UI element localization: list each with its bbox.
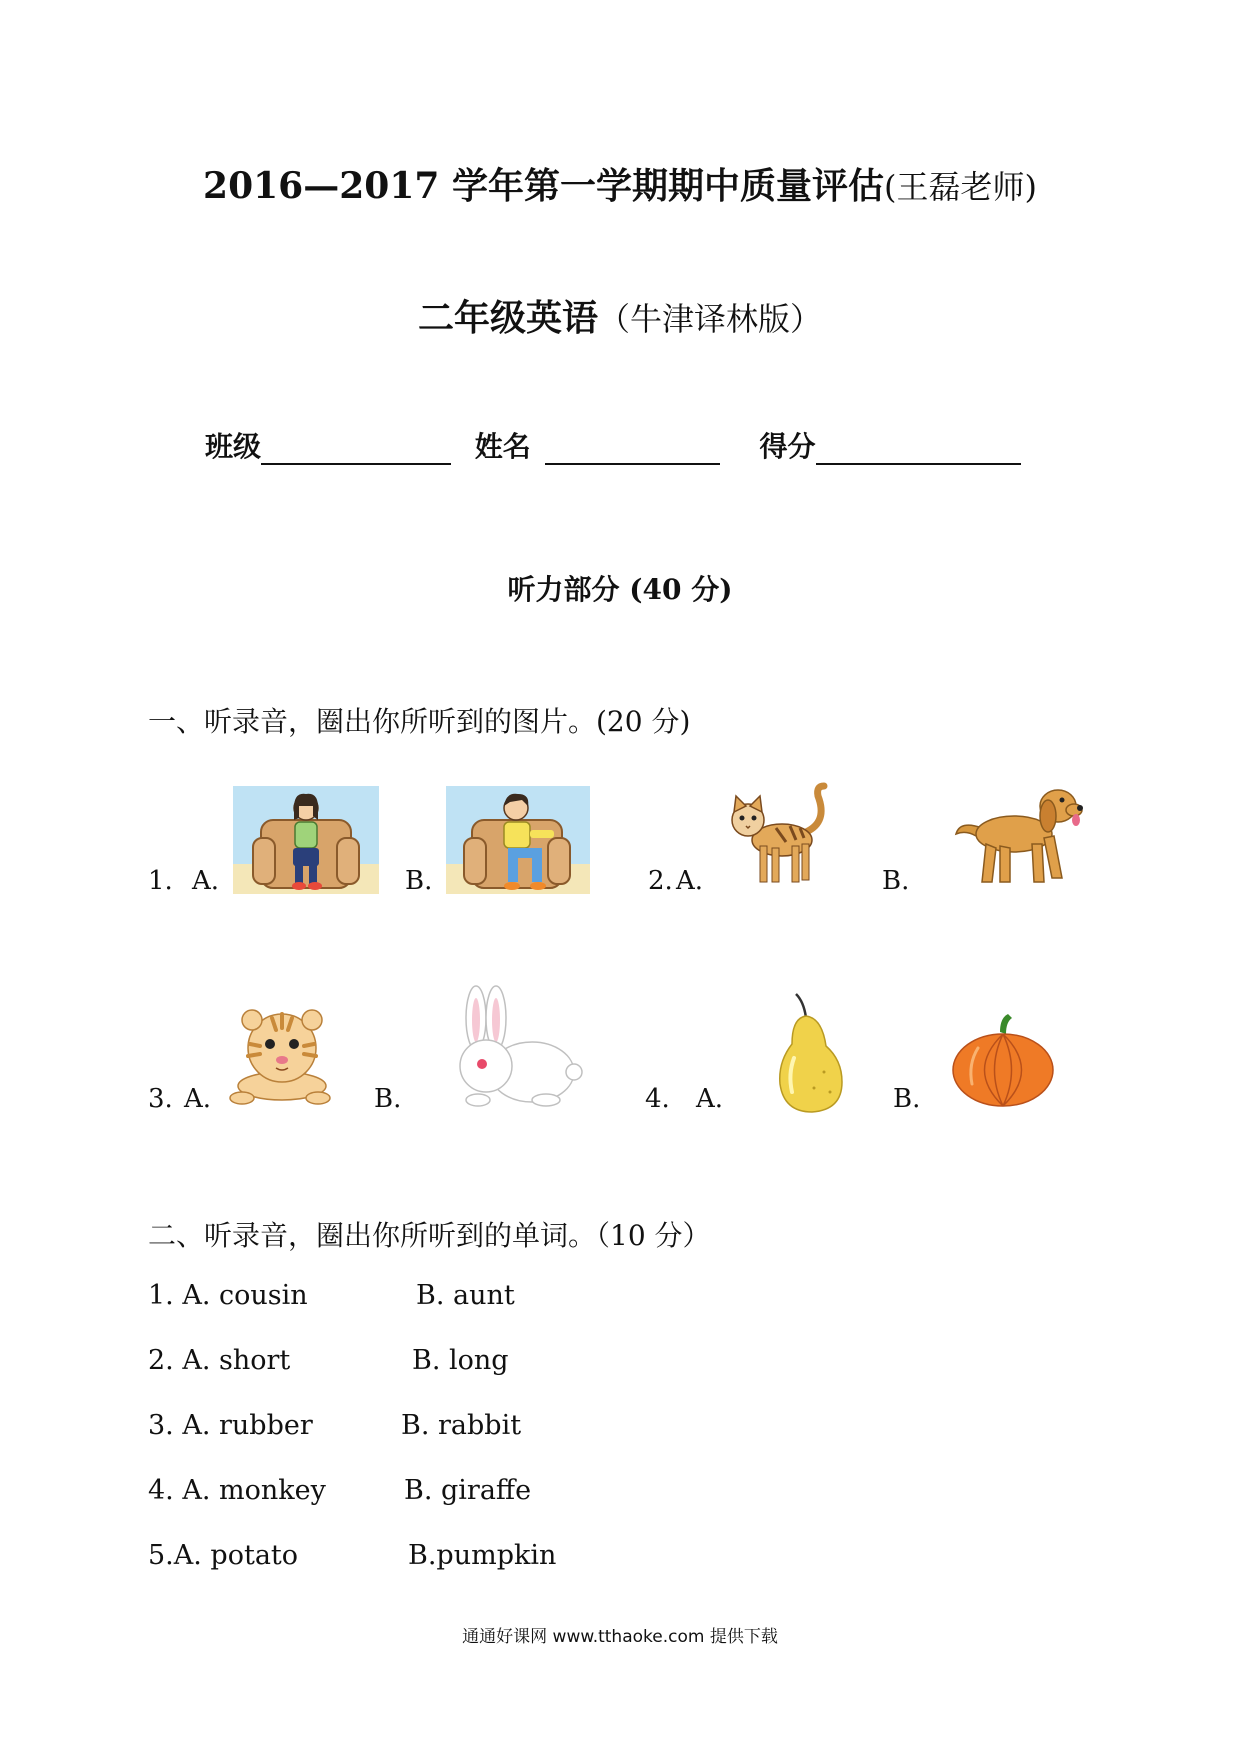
exam-subtitle: 二年级英语（牛津译林版） <box>417 297 823 339</box>
part1-heading: 一、听录音，圈出你所听到的图片。(20 分) <box>148 705 691 738</box>
pear-picture[interactable] <box>774 992 846 1114</box>
q2-option-a-label: A. <box>676 866 704 896</box>
word-item-3-b[interactable]: B. rabbit <box>401 1410 522 1441</box>
q1-option-b-label: B. <box>405 866 433 896</box>
exam-title: 2016—2017 学年第一学期期中质量评估(王磊老师) <box>203 165 1037 207</box>
q4-number: 4. <box>645 1084 670 1114</box>
boy-in-armchair-picture[interactable] <box>446 786 590 894</box>
listening-section-title: 听力部分 (40 分) <box>507 573 733 606</box>
word-item-1-b[interactable]: B. aunt <box>416 1280 515 1311</box>
q1-option-a-label: A. <box>192 866 220 896</box>
q2-number: 2. <box>648 866 673 896</box>
q3-option-b-label: B. <box>374 1084 402 1114</box>
girl-in-armchair-picture[interactable] <box>233 786 379 894</box>
cat-picture[interactable] <box>720 782 832 890</box>
score-blank[interactable] <box>816 435 1021 465</box>
q1-number: 1. <box>148 866 173 896</box>
student-info-line <box>205 425 1065 465</box>
word-item-2-a[interactable]: 2. A. short <box>148 1345 291 1376</box>
q4-option-a-label: A. <box>696 1084 724 1114</box>
word-item-3-a[interactable]: 3. A. rubber <box>148 1410 313 1441</box>
class-blank[interactable] <box>261 435 451 465</box>
q3-number: 3. <box>148 1084 173 1114</box>
q2-option-b-label: B. <box>882 866 910 896</box>
word-item-4-b[interactable]: B. giraffe <box>404 1475 532 1506</box>
class-label: 班级 <box>205 430 262 463</box>
word-item-5-a[interactable]: 5.A. potato <box>148 1540 299 1571</box>
rabbit-picture[interactable] <box>450 984 584 1110</box>
word-item-4-a[interactable]: 4. A. monkey <box>148 1475 326 1506</box>
word-item-2-b[interactable]: B. long <box>412 1345 509 1376</box>
exam-title-note: (王磊老师) <box>883 168 1037 206</box>
name-label: 姓名 <box>474 430 531 463</box>
word-item-5-b[interactable]: B.pumpkin <box>408 1540 557 1571</box>
word-item-1-a[interactable]: 1. A. cousin <box>148 1280 308 1311</box>
pumpkin-picture[interactable] <box>950 1012 1056 1108</box>
tiger-picture[interactable] <box>226 1004 336 1108</box>
footer-download-note: 通通好课网 www.tthaoke.com 提供下载 <box>462 1627 778 1647</box>
score-label: 得分 <box>759 430 816 463</box>
part2-heading: 二、听录音，圈出你所听到的单词。（10 分） <box>148 1219 711 1252</box>
exam-subtitle-note: （牛津译林版） <box>598 300 823 338</box>
q3-option-a-label: A. <box>184 1084 212 1114</box>
q4-option-b-label: B. <box>893 1084 921 1114</box>
name-blank[interactable] <box>545 435 720 465</box>
dog-picture[interactable] <box>952 784 1084 892</box>
